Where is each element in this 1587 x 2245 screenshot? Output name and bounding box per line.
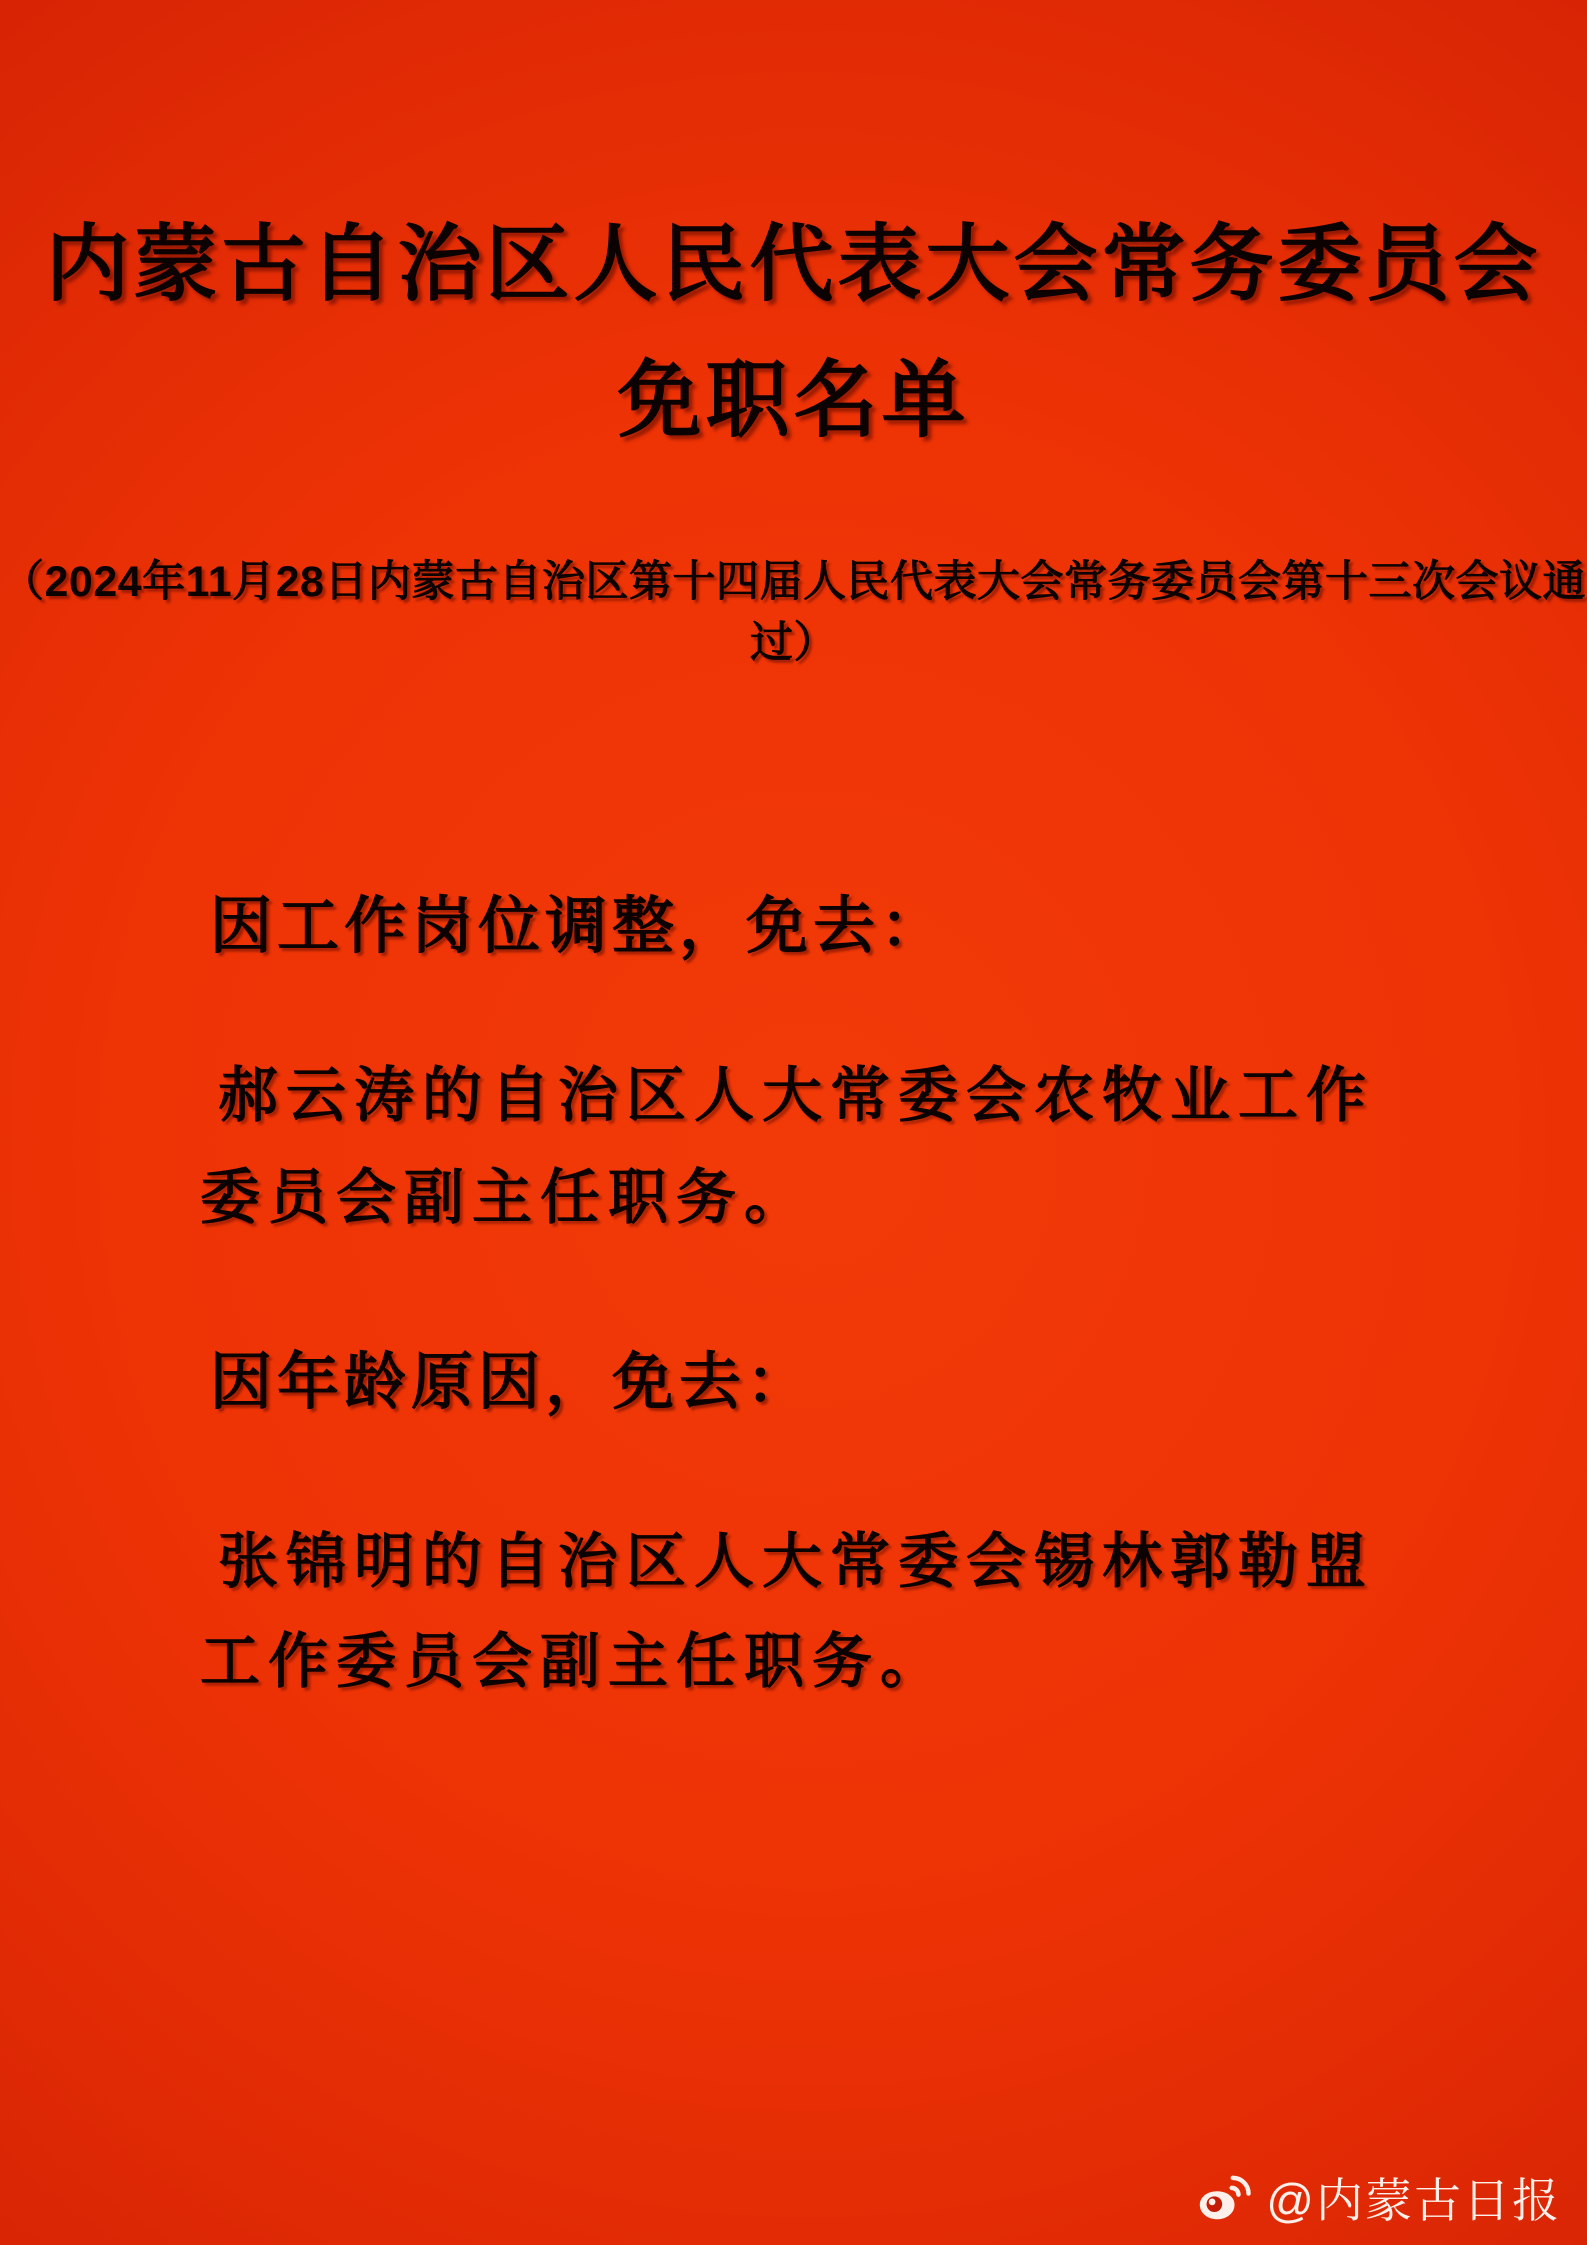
title-line-2: 免职名单 — [617, 353, 970, 447]
meeting-note: （2024年11月28日内蒙古自治区第十四届人民代表大会常务委员会第十三次会议通过） — [1, 558, 1586, 667]
section-2-heading: 因年龄原因，免去： — [210, 1348, 814, 1417]
section-2-body-line-2: 工作委员会副主任职务。 — [200, 1628, 948, 1695]
section-1-body-line-2: 委员会副主任职务。 — [200, 1164, 812, 1231]
section-1-heading: 因工作岗位调整，免去： — [210, 892, 948, 961]
watermark-handle: @内蒙古日报 — [1266, 2174, 1561, 2227]
poster-title — [0, 196, 1587, 468]
section-1-body-line-1: 郝云涛的自治区人大常委会农牧业工作 — [218, 1062, 1374, 1129]
watermark — [1194, 2164, 1561, 2231]
section-2-body-line-1: 张锦明的自治区人大常委会锡林郭勒盟 — [218, 1528, 1374, 1595]
title-line-1: 内蒙古自治区人民代表大会常务委员会 — [45, 217, 1542, 311]
weibo-icon — [1194, 2170, 1256, 2226]
